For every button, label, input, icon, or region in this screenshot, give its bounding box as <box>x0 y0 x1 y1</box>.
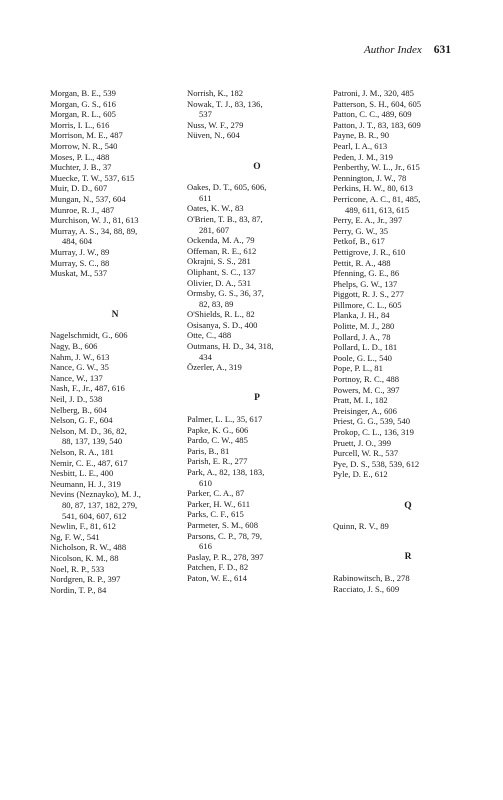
index-entry <box>187 203 327 214</box>
index-entry <box>187 330 327 341</box>
index-entry <box>50 394 180 405</box>
index-entry-line: Patton, C. C., 489, 609 <box>333 109 412 120</box>
index-entry <box>333 584 483 595</box>
index-entry <box>333 130 483 141</box>
index-entry-line: Newlin, F., 81, 612 <box>50 521 116 532</box>
index-entry <box>333 183 483 194</box>
index-entry-line: Patton, J. T., 83, 183, 609 <box>333 119 421 130</box>
index-entry <box>333 353 483 364</box>
section-letter-heading: O <box>253 161 261 172</box>
index-entry <box>187 509 327 520</box>
index-entry-line: Otte, C., 488 <box>187 330 232 341</box>
index-entry <box>187 341 327 362</box>
index-entry-line: Prokop, C. L., 136, 319 <box>333 427 414 437</box>
page-number: 631 <box>433 44 451 56</box>
index-entry <box>187 256 327 267</box>
index-entry-line: Patterson, S. H., 604, 605 <box>333 98 422 109</box>
index-entry <box>50 330 180 341</box>
index-entry-line: Pettit, R. A., 488 <box>333 257 391 268</box>
index-entry-line: Patchen, F. D., 82 <box>187 562 249 573</box>
index-entry-line: Okrajni, S. S., 281 <box>187 256 251 267</box>
index-entry-line: Quinn, R. V., 89 <box>333 521 389 532</box>
index-entry <box>187 267 327 278</box>
index-entry-line: Oakes, D. T., 605, 606, <box>187 182 267 193</box>
index-entry-line: Ockenda, M. A., 79 <box>187 235 255 246</box>
index-entry <box>187 120 327 131</box>
index-entry <box>50 258 180 269</box>
index-entry-line: Paris, B., 81 <box>187 445 230 456</box>
index-entry <box>187 552 327 563</box>
index-entry-line: Nelson, R. A., 181 <box>50 447 114 457</box>
index-entry-line: Nordin, T. P., 84 <box>50 584 107 595</box>
index-entry-line: Parish, E. R., 277 <box>187 456 248 467</box>
index-entry-line: Munroe, R. J., 487 <box>50 204 115 215</box>
index-entry <box>333 300 483 311</box>
index-entry-line: Murray, A. S., 34, 88, 89, <box>50 225 138 236</box>
index-entry <box>333 279 483 290</box>
index-entry-line: Nowak, T. J., 83, 136, <box>187 98 263 109</box>
index-entry <box>187 573 327 584</box>
index-entry <box>333 141 483 152</box>
index-entry-line: Pardo, C. W., 485 <box>187 435 248 446</box>
index-entry-line: 82, 83, 89 <box>199 298 234 309</box>
index-entry <box>333 321 483 332</box>
index-entry-line: Norrish, K., 182 <box>187 88 244 98</box>
index-entry-line: Politte, M. J., 280 <box>333 321 395 332</box>
index-entry <box>333 427 483 438</box>
index-entry <box>333 173 483 184</box>
spacer <box>50 279 180 290</box>
index-entry <box>187 320 327 331</box>
index-entry-line: Nelson, G. F., 604 <box>50 415 113 426</box>
index-entry-line: Murray, J. W., 89 <box>50 246 110 257</box>
index-entry-line: Muecke, T. W., 537, 615 <box>50 172 135 183</box>
index-entry <box>50 479 180 490</box>
index-entry-line: Morrison, M. E., 487 <box>50 130 123 141</box>
index-entry-line: Pfenning, G. E., 86 <box>333 268 400 279</box>
index-entry-line: 281, 607 <box>199 224 230 235</box>
index-entry-line: Nemir, C. E., 487, 617 <box>50 457 128 468</box>
index-entry <box>333 109 483 120</box>
index-entry-line: Pruett, J. O., 399 <box>333 437 392 448</box>
index-entry <box>50 585 180 596</box>
index-entry <box>50 173 180 184</box>
index-entry-line: Pettigrove, J. R., 610 <box>333 246 406 257</box>
index-entry-line: Planka, J. H., 84 <box>333 310 390 321</box>
index-entry-line: Morgan, G. S., 616 <box>50 98 116 109</box>
index-entry <box>50 88 180 99</box>
index-entry <box>50 383 180 394</box>
index-entry-line: Murray, S. C., 88 <box>50 257 110 268</box>
index-entry <box>187 414 327 425</box>
index-entry-line: Pollard, L. D., 181 <box>333 342 398 353</box>
index-entry <box>333 416 483 427</box>
index-entry-line: Parsons, C. P., 78, 79, <box>187 530 262 541</box>
index-entry-line: Nesbitt, L. E., 400 <box>50 468 114 479</box>
index-entry-line: Muskat, M., 537 <box>50 268 108 279</box>
index-entry-line: Pope, P. L., 81 <box>333 363 383 374</box>
index-entry <box>50 352 180 363</box>
index-entry <box>333 120 483 131</box>
index-entry-line: Muir, D. D., 607 <box>50 183 108 194</box>
index-entry <box>333 438 483 449</box>
index-entry-line: Moses, P. L., 488 <box>50 151 110 162</box>
index-entry <box>50 99 180 110</box>
index-entry-line: 541, 604, 607, 612 <box>62 510 127 521</box>
index-entry-line: O'Shields, R. L., 82 <box>187 309 255 320</box>
index-entry <box>187 425 327 436</box>
index-entry-line: Portnoy, R. C., 488 <box>333 374 400 385</box>
index-entry-line: Piggott, R. J. S., 277 <box>333 289 404 300</box>
index-entry-line: Osisanya, S. D., 400 <box>187 319 258 330</box>
index-entry-line: Nordgren, R. P., 397 <box>50 574 121 585</box>
index-entry-line: 88, 137, 139, 540 <box>62 436 123 447</box>
index-entry-line: Papke, K. G., 606 <box>187 424 249 435</box>
index-entry-line: 537 <box>199 109 212 120</box>
page-header <box>364 44 451 56</box>
index-entry-line: Murchison, W. J., 81, 613 <box>50 215 139 226</box>
index-entry-line: Purcell, W. R., 537 <box>333 448 399 459</box>
index-entry <box>187 435 327 446</box>
index-entry <box>187 246 327 257</box>
index-entry <box>187 488 327 499</box>
index-entry <box>333 236 483 247</box>
index-entry-line: Petkof, B., 617 <box>333 236 385 247</box>
index-entry-line: Morgan, R. L., 605 <box>50 109 116 120</box>
index-entry-line: Noel, R. P., 533 <box>50 563 105 574</box>
section-letter-heading: R <box>404 552 412 563</box>
index-entry-line: Oates, K. W., 83 <box>187 203 244 214</box>
index-column-1 <box>50 88 180 595</box>
index-entry <box>333 363 483 374</box>
spacer <box>50 289 180 300</box>
index-entry <box>50 447 180 458</box>
index-entry <box>50 426 180 447</box>
index-entry-line: Nagy, B., 606 <box>50 341 98 352</box>
index-column-3 <box>333 88 483 594</box>
index-entry <box>187 562 327 573</box>
index-entry-line: Rabinowitsch, B., 278 <box>333 572 410 583</box>
index-entry-line: Pearl, I. A., 613 <box>333 140 388 151</box>
index-entry-line: Nelson, M. D., 36, 82, <box>50 425 127 436</box>
index-entry-line: Morris, I. L., 616 <box>50 119 110 130</box>
index-entry <box>187 214 327 235</box>
index-entry <box>333 268 483 279</box>
index-entry <box>50 183 180 194</box>
index-entry-line: Parker, H. W., 611 <box>187 498 251 509</box>
index-entry <box>50 247 180 258</box>
index-entry-line: Perry, G. W., 35 <box>333 225 389 236</box>
index-entry-line: Ng, F. W., 541 <box>50 531 100 542</box>
index-entry-line: Phelps, G. W., 137 <box>333 278 398 289</box>
index-entry-line: Pollard, J. A., 78 <box>333 331 391 342</box>
index-entry-line: Patroni, J. M., 320, 485 <box>333 88 414 98</box>
index-entry-line: Pennington, J. W., 78 <box>333 172 407 183</box>
index-entry-line: Nevins (Neznayko), M. J., <box>50 489 141 500</box>
running-title: Author Index <box>364 44 422 56</box>
index-entry <box>333 448 483 459</box>
spacer <box>333 480 483 491</box>
section-letter-heading: P <box>254 393 260 404</box>
section-letter-heading: N <box>111 309 119 320</box>
index-entry-line: Pye, D. S., 538, 539, 612 <box>333 458 420 469</box>
index-entry-line: Neumann, H. J., 319 <box>50 478 121 489</box>
index-entry-line: 484, 604 <box>62 236 93 247</box>
index-entry-line: Priest, G. G., 539, 540 <box>333 416 411 427</box>
index-entry <box>50 152 180 163</box>
index-entry <box>187 467 327 488</box>
index-entry-line: 610 <box>199 477 212 488</box>
index-entry <box>187 235 327 246</box>
index-entry <box>50 120 180 131</box>
index-entry <box>187 531 327 552</box>
index-entry-line: Mungan, N., 537, 604 <box>50 193 126 204</box>
index-entry <box>187 499 327 510</box>
index-entry-line: Nagelschmidt, G., 606 <box>50 330 128 341</box>
index-entry-line: Perry, E. A., Jr., 397 <box>333 215 403 226</box>
index-entry <box>50 162 180 173</box>
index-entry-line: Powers, M. C., 397 <box>333 384 400 395</box>
index-entry <box>333 332 483 343</box>
index-entry-line: Muchter, J. B., 37 <box>50 162 112 173</box>
index-entry <box>187 88 327 99</box>
index-entry <box>333 385 483 396</box>
index-entry-line: Ormsby, G. S., 36, 37, <box>187 288 264 299</box>
index-entry <box>50 362 180 373</box>
index-entry-line: Park, A., 82, 138, 183, <box>187 467 265 477</box>
index-entry <box>50 564 180 575</box>
index-entry <box>187 130 327 141</box>
index-entry <box>187 520 327 531</box>
spacer <box>187 141 327 152</box>
index-entry <box>50 405 180 416</box>
index-entry-line: Offeman, R. E., 612 <box>187 245 257 256</box>
index-entry-line: Preisinger, A., 606 <box>333 405 397 416</box>
index-entry-line: Outmans, H. D., 34, 318, <box>187 341 274 352</box>
index-entry-line: Pratt, M. I., 182 <box>333 395 388 406</box>
index-entry <box>50 532 180 543</box>
index-entry-line: Palmer, L. L., 35, 617 <box>187 414 263 425</box>
index-entry <box>187 309 327 320</box>
index-entry-line: O'Brien, T. B., 83, 87, <box>187 213 263 224</box>
index-entry <box>50 458 180 469</box>
index-entry <box>333 469 483 480</box>
index-entry-line: 489, 611, 613, 615 <box>345 204 410 215</box>
index-entry-line: Nance, W., 137 <box>50 372 103 383</box>
index-entry <box>50 341 180 352</box>
index-entry <box>50 553 180 564</box>
index-entry <box>333 247 483 258</box>
index-entry <box>50 468 180 479</box>
index-entry <box>187 446 327 457</box>
index-entry <box>50 215 180 226</box>
index-entry-line: Poole, G. L., 540 <box>333 352 392 363</box>
index-entry <box>333 162 483 173</box>
index-entry-line: 616 <box>199 541 212 552</box>
index-column-2 <box>187 88 327 584</box>
index-entry-line: 434 <box>199 351 212 362</box>
index-entry-line: Nuss, W. F., 279 <box>187 119 244 130</box>
index-entry <box>333 374 483 385</box>
index-entry <box>333 258 483 269</box>
spacer <box>187 373 327 384</box>
index-entry-line: Nüven, N., 604 <box>187 130 240 141</box>
index-entry-line: Nahm, J. W., 613 <box>50 351 110 362</box>
index-entry-line: Parmeter, S. M., 608 <box>187 519 259 530</box>
index-entry <box>50 489 180 521</box>
index-entry-line: Racciato, J. S., 609 <box>333 583 400 594</box>
index-entry-line: Morrow, N. R., 540 <box>50 140 118 151</box>
index-entry-line: Peden, J. M., 319 <box>333 151 393 162</box>
index-entry-line: Olivier, D. A., 531 <box>187 277 251 288</box>
index-entry-line: Paslay, P. R., 278, 397 <box>187 551 264 562</box>
index-entry-line: Özerler, A., 319 <box>187 362 242 373</box>
index-entry-line: Nelberg, B., 604 <box>50 404 107 415</box>
index-entry <box>187 362 327 373</box>
index-entry <box>187 456 327 467</box>
index-entry-line: Nance, G. W., 35 <box>50 362 109 373</box>
index-entry <box>187 288 327 309</box>
index-entry-line: Parks, C. F., 615 <box>187 509 244 520</box>
spacer <box>333 532 483 543</box>
index-entry <box>333 521 483 532</box>
index-entry-line: Parker, C. A., 87 <box>187 488 245 499</box>
index-entry <box>187 99 327 120</box>
index-entry <box>333 215 483 226</box>
index-entry-line: Nicolson, K. M., 88 <box>50 552 119 563</box>
index-entry <box>333 310 483 321</box>
index-entry <box>333 406 483 417</box>
index-entry <box>333 289 483 300</box>
index-entry <box>333 395 483 406</box>
index-entry-line: Perkins, H. W., 80, 613 <box>333 183 413 194</box>
index-entry <box>187 182 327 203</box>
index-entry-line: Perricone, A. C., 81, 485, <box>333 193 421 204</box>
index-entry <box>333 573 483 584</box>
index-entry-line: Payne, B. R., 90 <box>333 130 390 141</box>
index-entry <box>50 130 180 141</box>
index-entry <box>50 373 180 384</box>
index-entry <box>333 459 483 470</box>
index-entry-line: Paton, W. E., 614 <box>187 572 247 583</box>
index-entry <box>50 415 180 426</box>
index-entry <box>333 342 483 353</box>
index-entry-line: Pyle, D. E., 612 <box>333 469 388 480</box>
index-entry <box>50 205 180 216</box>
index-entry-line: Oliphant, S. C., 137 <box>187 266 256 277</box>
index-entry-line: 611 <box>199 192 212 203</box>
index-entry-line: Nicholson, R. W., 488 <box>50 542 127 553</box>
index-entry <box>333 194 483 215</box>
index-entry <box>50 226 180 247</box>
index-entry <box>333 88 483 99</box>
index-entry <box>333 226 483 237</box>
index-entry-line: Neil, J. D., 538 <box>50 394 103 405</box>
index-entry <box>50 574 180 585</box>
index-entry <box>333 99 483 110</box>
index-entry <box>50 141 180 152</box>
index-entry <box>50 268 180 279</box>
index-entry-line: Pillmore, C. L., 605 <box>333 299 402 310</box>
index-entry-line: Morgan, B. E., 539 <box>50 88 116 98</box>
index-entry <box>50 194 180 205</box>
index-entry-line: Nash, F., Jr., 487, 616 <box>50 383 125 394</box>
index-entry <box>187 278 327 289</box>
index-entry <box>50 542 180 553</box>
index-entry-line: 80, 87, 137, 182, 279, <box>62 499 138 510</box>
index-entry <box>50 109 180 120</box>
index-entry <box>50 521 180 532</box>
index-entry-line: Penberthy, W. L., Jr., 615 <box>333 162 420 173</box>
index-entry <box>333 152 483 163</box>
section-letter-heading: Q <box>404 500 412 511</box>
